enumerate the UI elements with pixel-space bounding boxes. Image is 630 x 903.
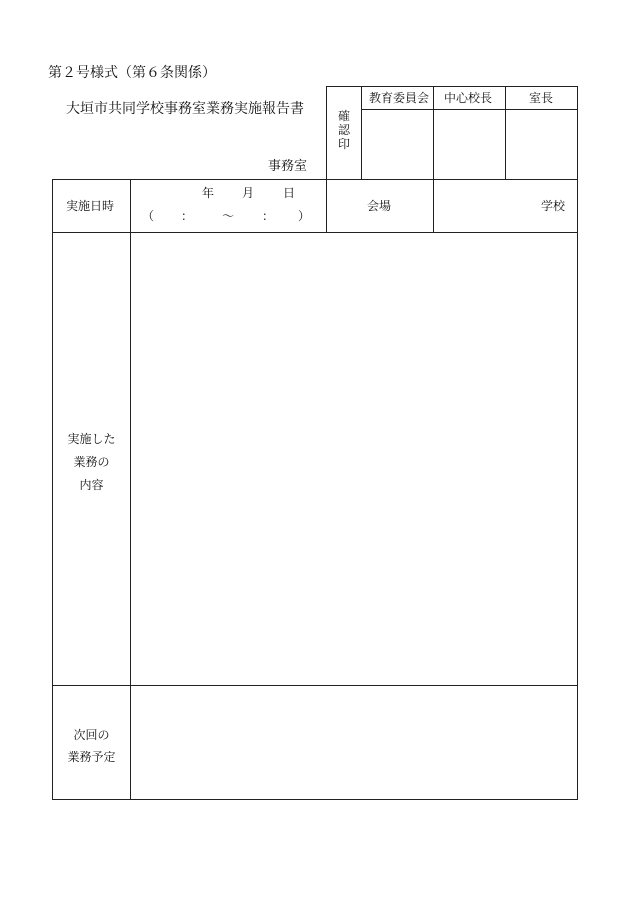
content-row-label: 実施した 業務の 内容 [67, 432, 116, 492]
confirm-col-central-principal: 中心校長 [444, 91, 493, 105]
form-number-label: 第２号様式（第６条関係） [48, 65, 216, 81]
venue-label: 会場 [367, 199, 392, 213]
confirm-col-office-chief: 室長 [529, 91, 554, 105]
office-suffix: 事務室 [268, 159, 308, 174]
stamp-field-office-chief[interactable] [506, 110, 577, 180]
school-name-field[interactable] [434, 180, 534, 232]
time-colon-end: ： [262, 209, 275, 223]
work-content-field[interactable] [131, 233, 577, 685]
report-title: 大垣市共同学校事務室業務実施報告書 [66, 101, 304, 117]
date-year-char: 年 [202, 186, 215, 200]
confirm-col-board-of-education: 教育委員会 [369, 91, 430, 105]
stamp-field-board-of-education[interactable] [362, 110, 433, 180]
confirm-seal-label: 確 認 印 [337, 109, 350, 151]
date-row-label: 実施日時 [66, 199, 115, 213]
date-month-char: 月 [242, 186, 255, 200]
time-colon-start: ： [181, 209, 194, 223]
school-suffix: 学校 [541, 199, 566, 213]
time-tilde: ～ [222, 209, 235, 223]
date-time-field[interactable] [131, 180, 326, 232]
time-open-paren: （ [142, 209, 155, 223]
next-plan-field[interactable] [131, 686, 577, 799]
next-row-label: 次回の 業務予定 [67, 728, 116, 764]
time-close-paren: ） [298, 209, 311, 223]
stamp-field-central-principal[interactable] [434, 110, 505, 180]
date-day-char: 日 [283, 186, 296, 200]
